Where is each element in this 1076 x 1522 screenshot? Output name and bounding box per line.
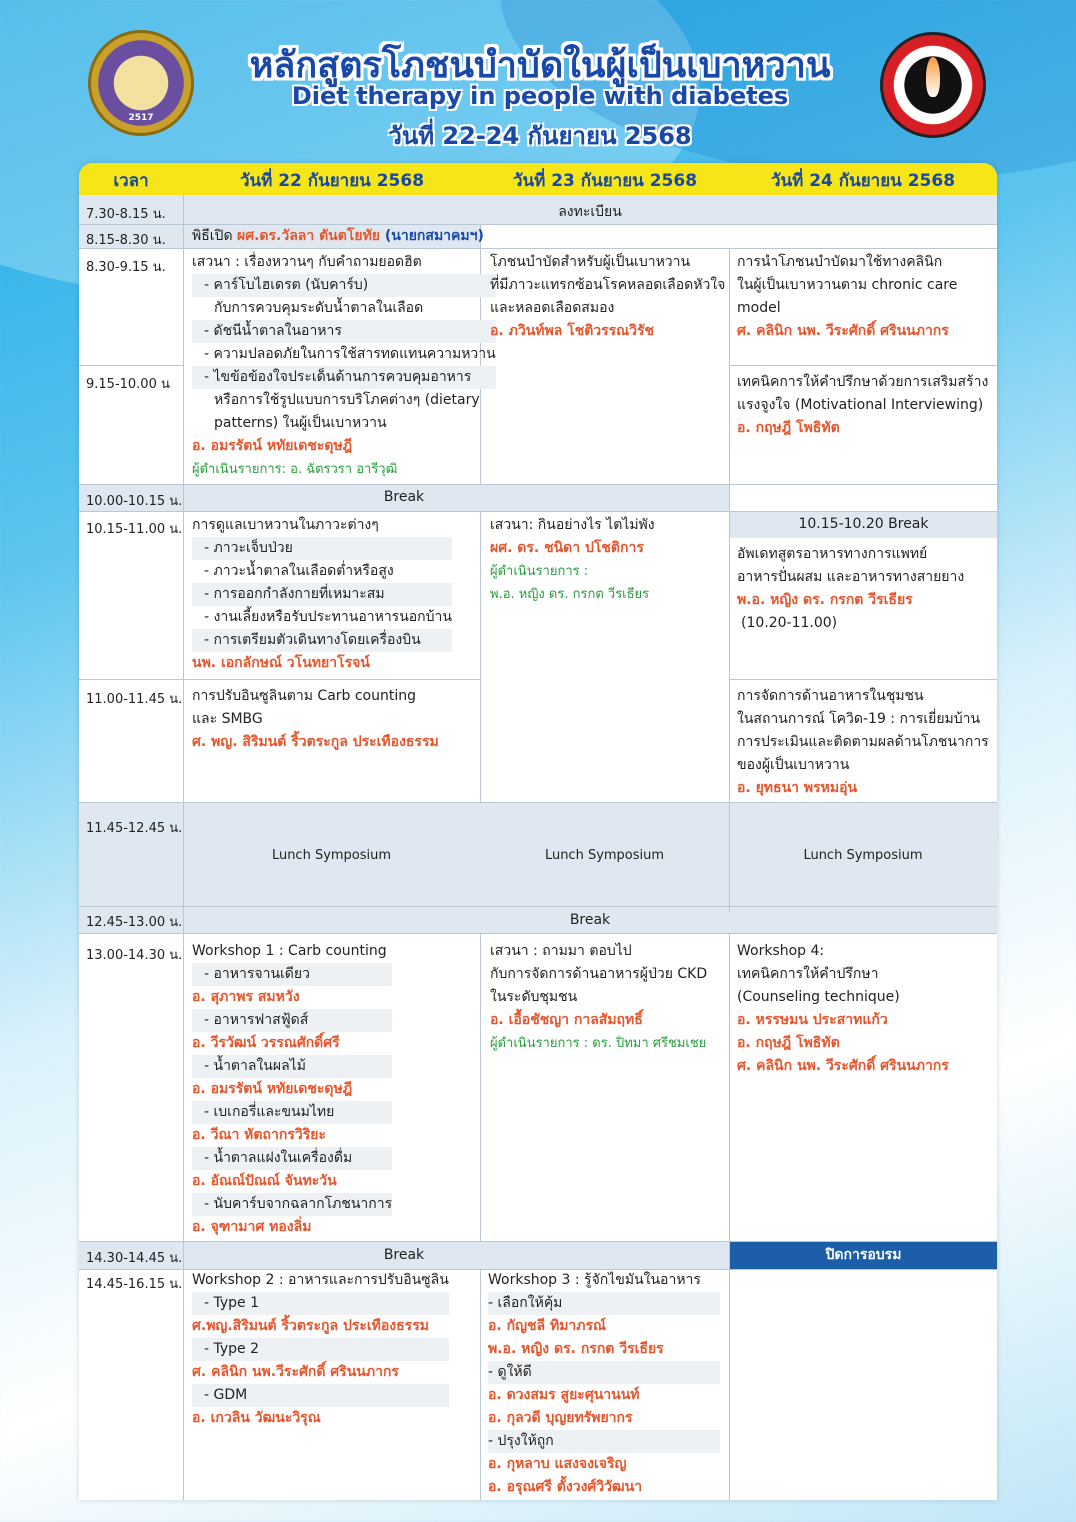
divider (729, 933, 730, 1500)
break-label: Break (383, 489, 425, 505)
speaker-name: พ.อ. หญิง ดร. กรกต วีรเธียร (737, 592, 913, 608)
topic-item: กับการควบคุมระดับน้ำตาลในเลือด (214, 300, 424, 316)
time-slot: 12.45-13.00 น. (86, 915, 183, 930)
session-title: เสวนา: กินอย่างไร ไตไม่พัง (490, 517, 655, 533)
day2-session-ckd-qa (490, 940, 707, 1055)
time-slot: 11.45-12.45 น. (86, 821, 183, 836)
speaker-name: อ. กุหลาบ แสงจงเจริญ (488, 1456, 627, 1472)
lunch-symposium-day3: Lunch Symposium (803, 848, 923, 863)
row-line (79, 248, 997, 249)
session-title: ในระดับชุมชน (490, 989, 578, 1005)
time-slot: 8.15-8.30 น. (86, 233, 166, 248)
speaker-name: ศ. คลินิก นพ.วีระศักดิ์ ศรินนภากร (192, 1364, 399, 1380)
day1-session-insulin (192, 685, 439, 754)
day2-session-cardio (490, 251, 725, 343)
candle-flame-icon (926, 57, 940, 97)
session-title: ที่มีภาวะแทรกซ้อนโรคหลอดเลือดหัวใจ (490, 277, 726, 293)
column-day1: วันที่ 22 กันยายน 2568 (239, 171, 425, 191)
day1-workshop-1 (192, 940, 392, 1239)
workshop-title: Workshop 3 : รู้จักไขมันในอาหาร (488, 1272, 701, 1288)
workshop-title: Workshop 2 : อาหารและการปรับอินซูลิน (192, 1272, 449, 1288)
speaker-name: อ. สุภาพร สมหวัง (192, 989, 300, 1005)
speaker-name: อ. ดวงสมร สูยะศุนานนท์ (488, 1387, 640, 1403)
workshop-title: Workshop 1 : Carb counting (192, 943, 387, 959)
speaker-name: อ. วีณา หัตถากรวิริยะ (192, 1127, 326, 1143)
break-label: Break (383, 1247, 425, 1263)
speaker-name: อ. อัณณ์ปัณณ์ จันทะวัน (192, 1173, 337, 1189)
topic-item: - Type 1 (192, 1292, 449, 1315)
session-title: เสวนา : เรื่องหวานๆ กับคำถามยอดฮิต (192, 254, 422, 270)
closing-band: ปิดการอบรม (730, 1241, 997, 1269)
topic-item: - เลือกให้คุ้ม (488, 1292, 720, 1315)
time-slot: 11.00-11.45 น. (86, 692, 183, 707)
topic-item: - น้ำตาลแฝงในเครื่องดื่ม (192, 1147, 392, 1170)
day3-session-motivational (737, 371, 988, 440)
session-title: กับการจัดการด้านอาหารผู้ป่วย CKD (490, 966, 708, 982)
speaker-name: พ.อ. หญิง ดร. กรกต วีรเธียร (488, 1341, 664, 1357)
session-title: อาหารปั่นผสม และอาหารทางสายยาง (737, 569, 965, 585)
divider (480, 511, 481, 802)
speaker-name: อ. หรรษมน ประสาทแก้ว (737, 1012, 888, 1028)
time-slot: 8.30-9.15 น. (86, 260, 166, 275)
session-title: การประเมินและติดตามผลด้านโภชนาการ (737, 734, 989, 750)
day2-session-kidney (490, 514, 655, 606)
session-title: โภชนบำบัดสำหรับผู้เป็นเบาหวาน (490, 254, 691, 270)
session-title: ในผู้เป็นเบาหวานตาม chronic care (737, 277, 958, 293)
topic-item: - ความปลอดภัยในการใช้สารทดแทนความหวาน (204, 346, 496, 362)
speaker-name: อ. กุลวดี บุญยทรัพยากร (488, 1410, 633, 1426)
moderator-name: ผู้ดำเนินรายการ : ดร. ปิทมา ศรีชมเชย (490, 1036, 707, 1051)
day2-workshop-3 (488, 1269, 720, 1499)
session-title: การนำโภชนบำบัดมาใช้ทางคลินิก (737, 254, 943, 270)
session-title: เสวนา : ถามมา ตอบไป (490, 943, 632, 959)
row-line (79, 933, 997, 934)
topic-item: หรือการใช้รูปแบบการบริโภคต่างๆ (dietary (214, 392, 480, 408)
topic-item: - ดูให้ดี (488, 1361, 720, 1384)
topic-item: - ภาวะน้ำตาลในเลือดต่ำหรือสูง (204, 563, 394, 579)
session-title: ของผู้เป็นเบาหวาน (737, 757, 850, 773)
time-slot: 14.30-14.45 น. (86, 1251, 183, 1266)
topic-item: - GDM (192, 1384, 449, 1407)
speaker-name: อ. กฤษฎี โพธิทัต (737, 1035, 840, 1051)
column-header-row (79, 163, 997, 195)
time-slot: 9.15-10.00 น (86, 377, 170, 392)
topic-item: - อาหารฟาสฟู้ดส์ (192, 1009, 392, 1032)
workshop-title: เทคนิคการให้คำปรึกษา (737, 966, 879, 982)
opening-speaker: ผศ.ดร.วัลลา ตันตโยทัย (237, 228, 381, 244)
topic-item: - น้ำตาลในผลไม้ (192, 1055, 392, 1078)
day3-workshop-4 (737, 940, 949, 1078)
opening-ceremony (192, 225, 484, 248)
topic-item: - การเตรียมตัวเดินทางโดยเครื่องบิน (192, 629, 452, 652)
session-time: (10.20-11.00) (741, 615, 838, 631)
speaker-name: ผศ. ดร. ชนิดา ปโชติการ (490, 540, 644, 556)
association-logo-left (88, 30, 194, 136)
time-slot: 7.30-8.15 น. (86, 207, 166, 222)
topic-item: - ไขข้อข้องใจประเด็นด้านการควบคุมอาหาร (192, 366, 496, 389)
topic-item: - งานเลี้ยงหรือรับประทานอาหารนอกบ้าน (204, 609, 452, 625)
day1-session-sweet-talk (192, 251, 496, 481)
opening-text: พิธีเปิด (192, 228, 237, 244)
moderator-label: ผู้ดำเนินรายการ : (490, 564, 589, 579)
row-line (79, 679, 480, 680)
day3-session-chronic-care (737, 251, 957, 343)
speaker-name: อ. อรุณศรี ตั้งวงศ์วิวัฒนา (488, 1479, 643, 1495)
speaker-name: ศ.พญ.สิริมนต์ ริ้วตระกูล ประเทืองธรรม (192, 1318, 429, 1334)
day1-workshop-2 (192, 1269, 449, 1430)
title-english: Diet therapy in people with diabetes (291, 82, 789, 110)
column-day3: วันที่ 24 กันยายน 2568 (770, 171, 956, 191)
logo-year: 2517 (128, 113, 154, 123)
session-title: การจัดการด้านอาหารในชุมชน (737, 688, 924, 704)
workshop-title: Workshop 4: (737, 943, 825, 959)
day1-session-conditions (192, 514, 452, 675)
day3-session-formula-update (737, 543, 964, 635)
divider (480, 933, 481, 1241)
registration-label: ลงทะเบียน (558, 204, 622, 220)
row-line (79, 365, 183, 366)
session-title: การดูแลเบาหวานในภาวะต่างๆ (192, 517, 379, 533)
topic-item: - ปรุงให้ถูก (488, 1430, 720, 1453)
break-label: Break (569, 912, 611, 928)
topic-item: - อาหารจานเดียว (192, 963, 392, 986)
divider (729, 248, 730, 912)
header (0, 0, 1076, 160)
speaker-name: อ. เอื้อชัชญา กาลสัมฤทธิ์ (490, 1012, 643, 1028)
topic-item: - นับคาร์บจากฉลากโภชนาการ (192, 1193, 392, 1216)
speaker-name: อ. ภวินท์พล โชติวรรณวิรัช (490, 323, 655, 339)
time-slot: 13.00-14.30 น. (86, 948, 183, 963)
row-line (79, 511, 997, 512)
schedule-table (79, 163, 997, 1500)
divider (480, 1269, 481, 1500)
row-line (79, 1241, 997, 1242)
speaker-name: อ. จุฑามาศ ทองลิ่ม (192, 1219, 312, 1235)
speaker-name: อ. อมรรัตน์ หทัยเดชะดุษฎี (192, 438, 353, 454)
speaker-name: อ. ยุทธนา พรหมอุ่น (737, 780, 858, 796)
topic-item: - เบเกอรี่และขนมไทย (192, 1101, 392, 1124)
speaker-name: อ. วีรวัฒน์ วรรณศักดิ์ศรี (192, 1035, 340, 1051)
lunch-symposium-day1: Lunch Symposium (271, 848, 392, 863)
topic-item: patterns) ในผู้เป็นเบาหวาน (214, 415, 387, 431)
title-date: วันที่ 22-24 กันยายน 2568 (388, 122, 692, 150)
speaker-name: ศ. คลินิก นพ. วีระศักดิ์ ศรินนภากร (737, 323, 949, 339)
topic-item: - คาร์โบไฮเดรต (นับคาร์บ) (192, 274, 496, 297)
session-title: และ SMBG (192, 711, 263, 727)
row-line (730, 365, 997, 366)
session-title: และหลอดเลือดสมอง (490, 300, 615, 316)
topic-item: - การออกกำลังกายที่เหมาะสม (192, 583, 452, 606)
topic-item: - ดัชนีน้ำตาลในอาหาร (192, 320, 496, 343)
speaker-name: อ. อมรรัตน์ หทัยเดชะดุษฎี (192, 1081, 353, 1097)
column-day2: วันที่ 23 กันยายน 2568 (512, 171, 698, 191)
session-title: อัพเดทสูตรอาหารทางการแพทย์ (737, 546, 928, 562)
workshop-title: (Counseling technique) (737, 989, 900, 1005)
time-slot: 10.15-11.00 น. (86, 522, 183, 537)
session-title: ในสถานการณ์ โควิด-19 : การเยี่ยมบ้าน (737, 711, 981, 727)
lunch-symposium-day2: Lunch Symposium (544, 848, 665, 863)
row-line (79, 906, 997, 907)
time-slot: 14.45-16.15 น. (86, 1277, 183, 1292)
session-title: เทคนิคการให้คำปรึกษาด้วยการเสริมสร้าง (737, 374, 989, 390)
column-time: เวลา (113, 171, 149, 191)
speaker-name: อ. กัญชลี ทิมาภรณ์ (488, 1318, 607, 1334)
title-thai: หลักสูตรโภชนบำบัดในผู้เป็นเบาหวาน (249, 45, 831, 86)
topic-item: - Type 2 (192, 1338, 449, 1361)
diabetes-educator-logo-right (880, 32, 986, 138)
moderator-name: ผู้ดำเนินรายการ: อ. ฉัตรวรา อารีวุฒิ (192, 462, 398, 477)
speaker-name: ศ. คลินิก นพ. วีระศักดิ์ ศรินนภากร (737, 1058, 949, 1074)
day3-session-community-covid (737, 685, 989, 800)
row-line (730, 679, 997, 680)
session-title: การปรับอินซูลินตาม Carb counting (192, 688, 417, 704)
row-line (79, 484, 997, 485)
speaker-name: ศ. พญ. สิริมนต์ ริ้วตระกูล ประเทืองธรรม (192, 734, 439, 750)
speaker-name: นพ. เอกลักษณ์ วโนทยาโรจน์ (192, 655, 370, 671)
speaker-name: อ. กฤษฎี โพธิทัต (737, 420, 840, 436)
topic-item: - ภาวะเจ็บป่วย (192, 537, 452, 560)
day3-short-break: 10.15-10.20 Break (798, 516, 929, 532)
session-title: แรงจูงใจ (Motivational Interviewing) (737, 397, 984, 413)
opening-role: (นายกสมาคมฯ) (380, 228, 484, 244)
time-slot: 10.00-10.15 น. (86, 494, 183, 509)
session-title: model (737, 300, 781, 316)
moderator-name: พ.อ. หญิง ดร. กรกต วีรเธียร (490, 587, 650, 602)
speaker-name: อ. เกวลิน วัฒนะวิรุณ (192, 1410, 321, 1426)
row-line (79, 802, 997, 803)
